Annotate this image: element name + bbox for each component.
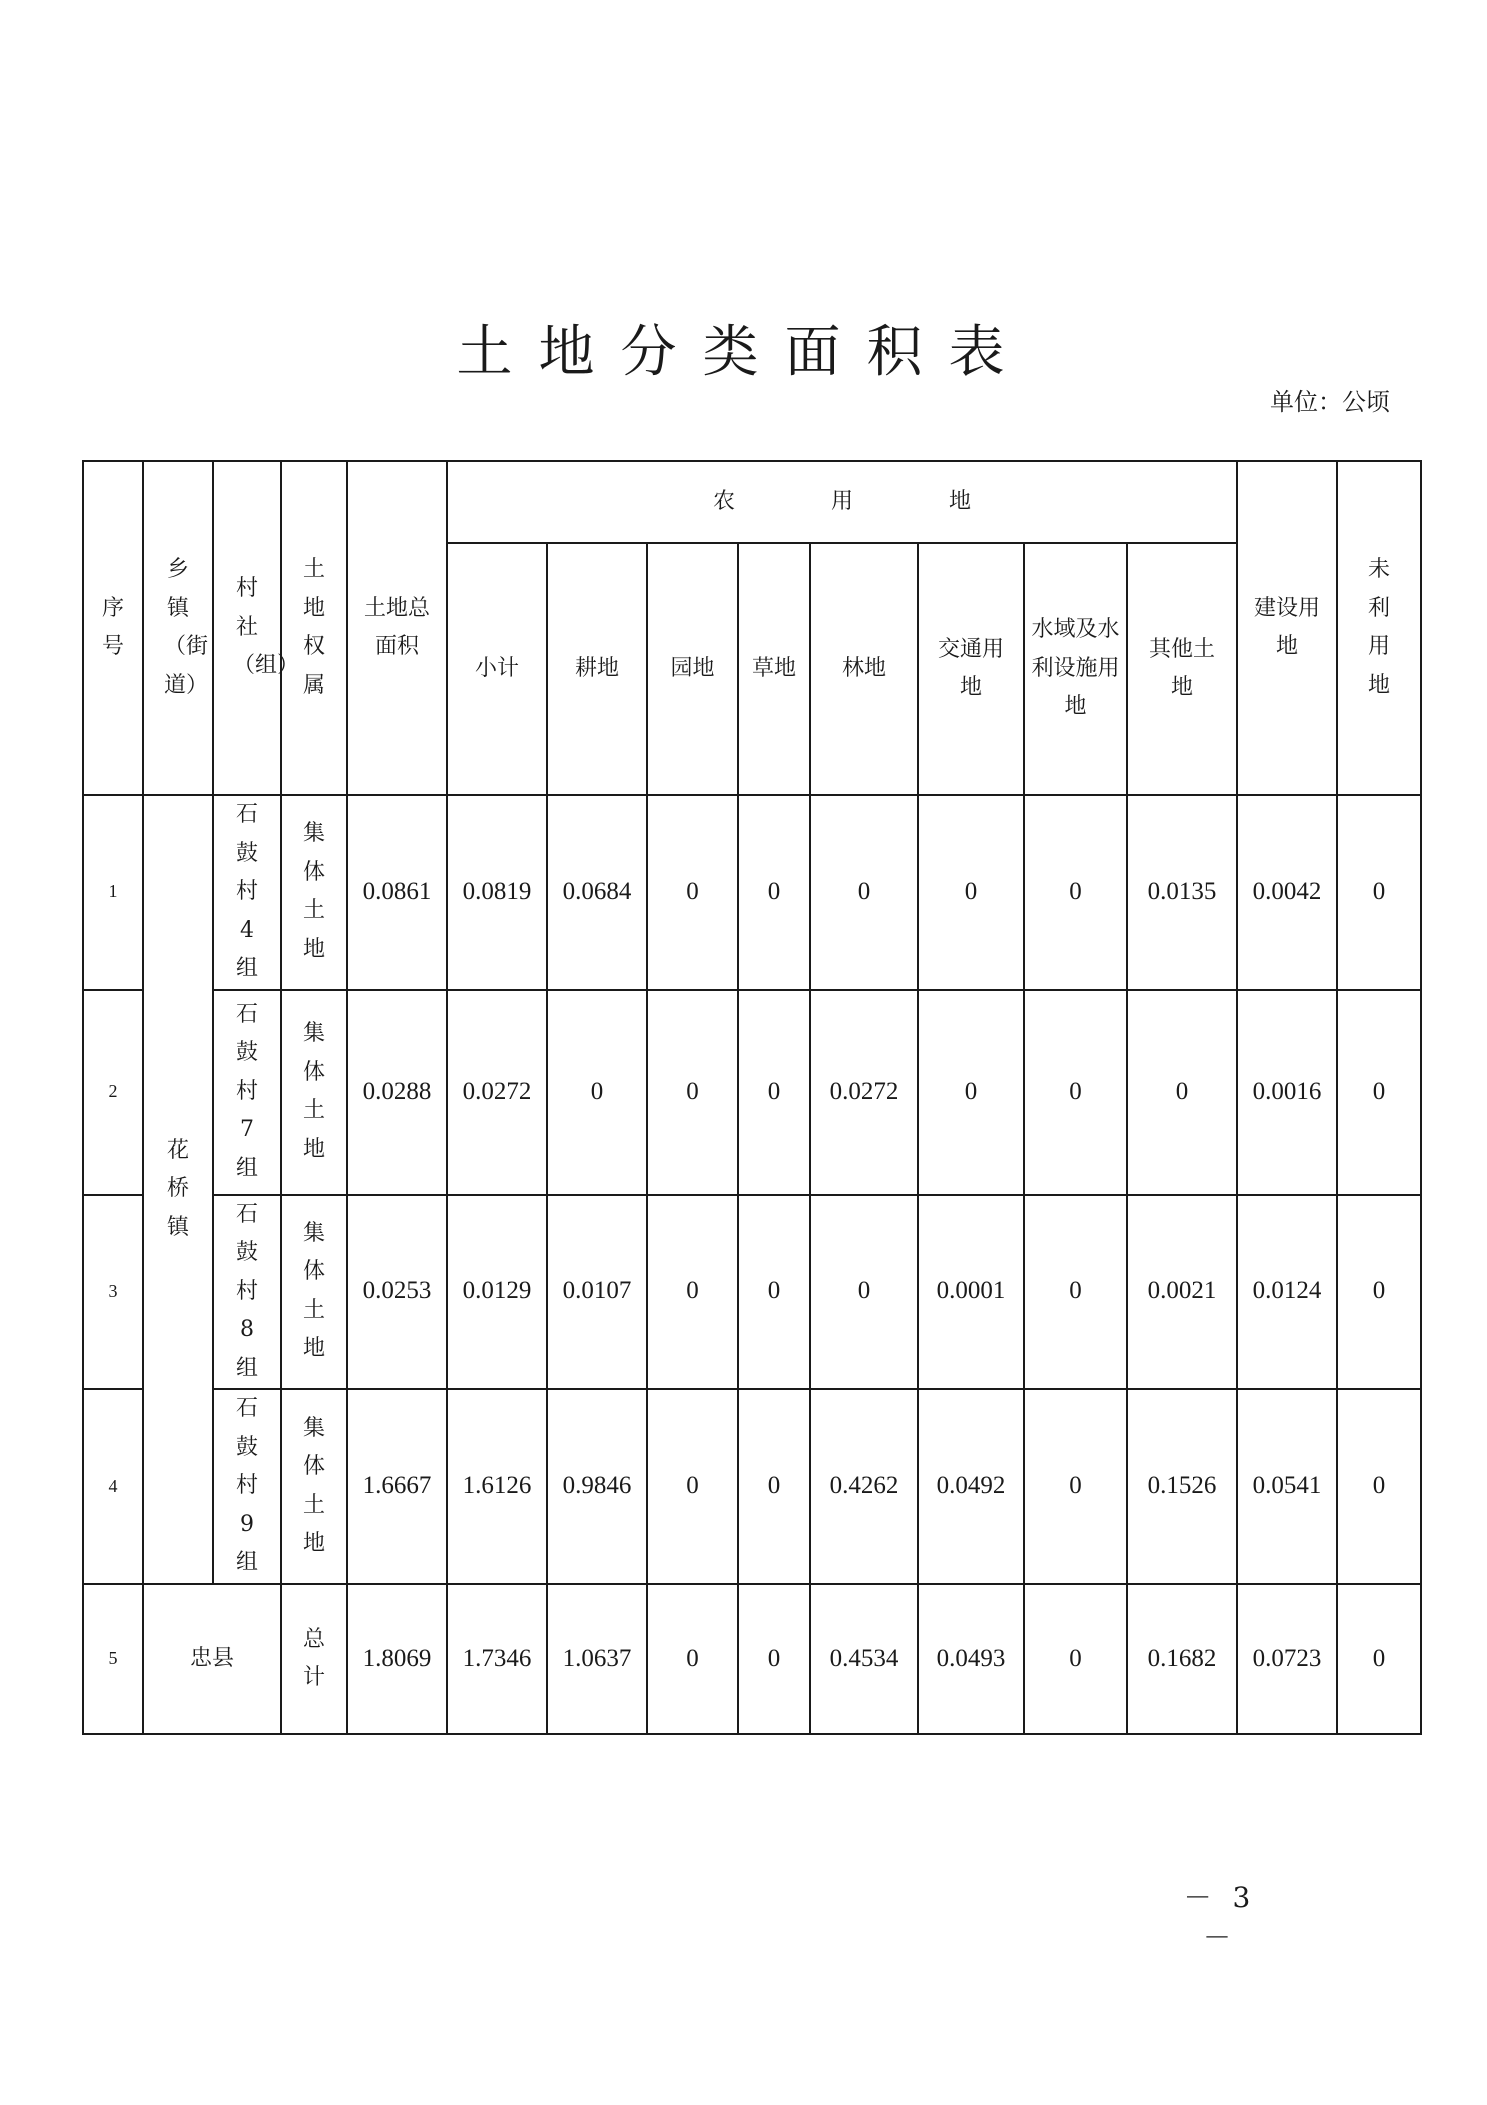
cell-other: 0.0021 [1127,1195,1237,1390]
cell-water: 0 [1024,795,1127,990]
cell-total: 1.8069 [347,1584,447,1734]
cell-village: 石鼓村9组 [213,1389,281,1584]
cell-construction: 0.0016 [1237,990,1337,1195]
cell-total: 0.0861 [347,795,447,990]
cell-traffic: 0 [918,795,1024,990]
table-row [83,1195,1421,1390]
cell-forest: 0.4534 [810,1584,918,1734]
cell-construction: 0.0124 [1237,1195,1337,1390]
header-water: 水域及水利设施用地 [1024,543,1127,795]
header-subtotal: 小计 [447,543,547,795]
table-row [83,1389,1421,1584]
cell-unused: 0 [1337,795,1421,990]
cell-seq: 1 [83,795,143,990]
cell-cultivated: 0 [547,990,647,1195]
cell-grass: 0 [738,1195,810,1390]
document-title: 土地分类面积表 [456,320,1031,385]
cell-total-label: 总计 [281,1584,347,1734]
cell-unused: 0 [1337,1584,1421,1734]
cell-construction: 0.0541 [1237,1389,1337,1584]
cell-garden: 0 [647,1389,738,1584]
cell-water: 0 [1024,1584,1127,1734]
cell-garden: 0 [647,795,738,990]
table-row [83,795,1421,990]
header-forest: 林地 [810,543,918,795]
header-other: 其他土地 [1127,543,1237,795]
cell-total: 0.0253 [347,1195,447,1390]
cell-seq: 3 [83,1195,143,1390]
cell-subtotal: 0.0129 [447,1195,547,1390]
header-town: 乡镇（街道） [143,461,213,795]
cell-other: 0.0135 [1127,795,1237,990]
cell-garden: 0 [647,1584,738,1734]
header-ownership: 土地权属 [281,461,347,795]
cell-seq: 2 [83,990,143,1195]
cell-water: 0 [1024,1389,1127,1584]
cell-unused: 0 [1337,1195,1421,1390]
cell-ownership: 集体土地 [281,990,347,1195]
header-total-area: 土地总面积 [347,461,447,795]
cell-total: 1.6667 [347,1389,447,1584]
total-row [83,1584,1421,1734]
cell-grass: 0 [738,1584,810,1734]
cell-grass: 0 [738,990,810,1195]
header-construction: 建设用地 [1237,461,1337,795]
cell-village: 石鼓村8组 [213,1195,281,1390]
cell-water: 0 [1024,1195,1127,1390]
cell-cultivated: 0.0684 [547,795,647,990]
cell-traffic: 0 [918,990,1024,1195]
cell-total: 0.0288 [347,990,447,1195]
cell-cultivated: 0.9846 [547,1389,647,1584]
cell-ownership: 集体土地 [281,1195,347,1390]
cell-village: 石鼓村4组 [213,795,281,990]
cell-traffic: 0.0492 [918,1389,1024,1584]
cell-ownership: 集体土地 [281,795,347,990]
cell-construction: 0.0042 [1237,795,1337,990]
cell-county: 忠县 [143,1584,281,1734]
cell-other: 0.1682 [1127,1584,1237,1734]
cell-seq: 4 [83,1389,143,1584]
cell-village: 石鼓村7组 [213,990,281,1195]
table-row [83,990,1421,1195]
cell-garden: 0 [647,990,738,1195]
cell-grass: 0 [738,795,810,990]
header-garden: 园地 [647,543,738,795]
cell-unused: 0 [1337,1389,1421,1584]
cell-other: 0.1526 [1127,1389,1237,1584]
header-agricultural: 农用地 [447,461,1237,543]
unit-label: 单位：公顷 [1270,388,1390,416]
header-seq: 序号 [83,461,143,795]
header-grass: 草地 [738,543,810,795]
land-classification-table [82,460,1422,1735]
cell-cultivated: 1.0637 [547,1584,647,1734]
page-number: － 3 － [1183,1881,1257,1954]
cell-forest: 0.4262 [810,1389,918,1584]
cell-subtotal: 0.0819 [447,795,547,990]
cell-ownership: 集体土地 [281,1389,347,1584]
cell-subtotal: 1.7346 [447,1584,547,1734]
cell-traffic: 0.0001 [918,1195,1024,1390]
cell-town: 花桥镇 [143,795,213,1584]
cell-grass: 0 [738,1389,810,1584]
header-unused: 未利用地 [1337,461,1421,795]
cell-cultivated: 0.0107 [547,1195,647,1390]
cell-other: 0 [1127,990,1237,1195]
cell-subtotal: 1.6126 [447,1389,547,1584]
cell-traffic: 0.0493 [918,1584,1024,1734]
cell-forest: 0 [810,1195,918,1390]
cell-forest: 0.0272 [810,990,918,1195]
cell-seq: 5 [83,1584,143,1734]
header-traffic: 交通用地 [918,543,1024,795]
cell-forest: 0 [810,795,918,990]
cell-water: 0 [1024,990,1127,1195]
cell-garden: 0 [647,1195,738,1390]
cell-unused: 0 [1337,990,1421,1195]
cell-subtotal: 0.0272 [447,990,547,1195]
header-cultivated: 耕地 [547,543,647,795]
cell-construction: 0.0723 [1237,1584,1337,1734]
header-row-1 [83,461,1421,543]
header-village: 村社（组） [213,461,281,795]
